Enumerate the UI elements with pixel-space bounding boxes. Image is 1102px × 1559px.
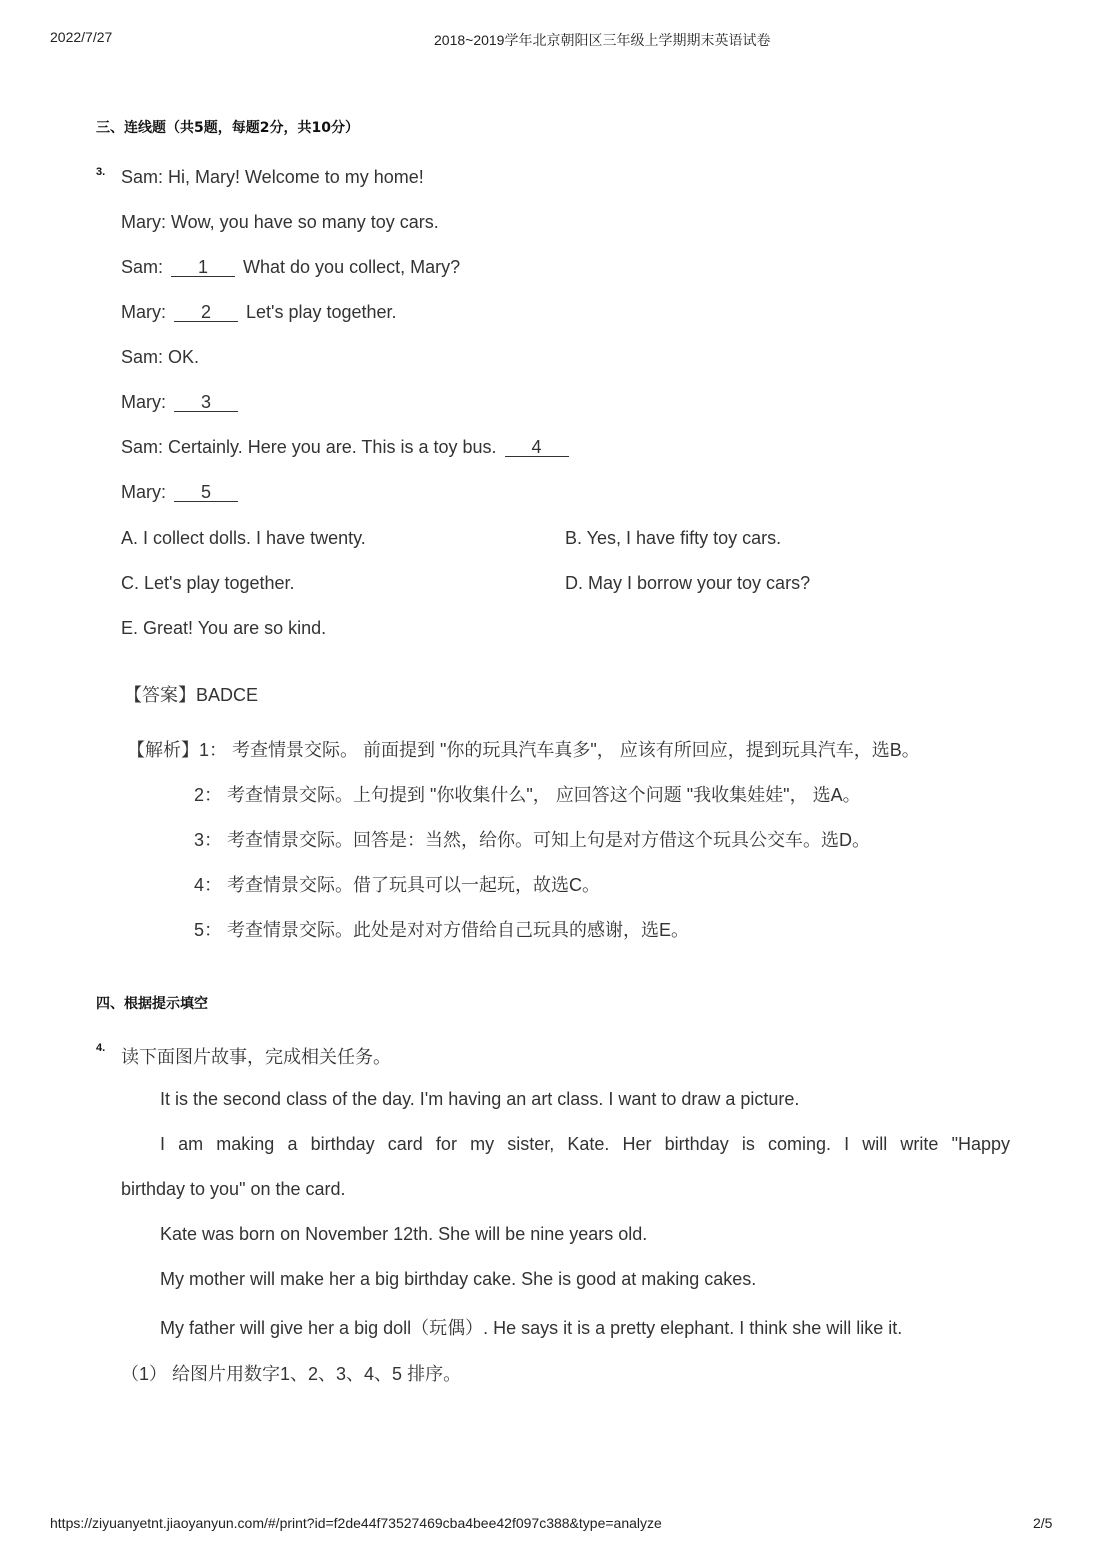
- dialogue-line: Sam: Hi, Mary! Welcome to my home!: [121, 167, 424, 187]
- page-url: https://ziyuanyetnt.jiaoyanyun.com/#/print?id=f2de44f73527469cba4bee42f097c388&type=analyze: [50, 1515, 662, 1531]
- option-e: E. Great! You are so kind.: [121, 618, 327, 638]
- dialogue-text: Sam: Certainly. Here you are. This is a toy bus.: [121, 437, 502, 457]
- page-number: 2/5: [1033, 1515, 1053, 1531]
- answer-label: 【答案】: [124, 685, 196, 705]
- option-b: B. Yes, I have fifty toy cars.: [565, 528, 782, 548]
- document-title: 2018~2019学年北京朝阳区三年级上学期期末英语试卷: [434, 32, 771, 48]
- option-a: A. I collect dolls. I have twenty.: [121, 528, 366, 548]
- speaker: Mary:: [121, 302, 172, 322]
- task-1: （1） 给图片用数字1、2、3、4、5 排序。: [121, 1364, 462, 1384]
- question-number-3: 3.: [96, 166, 106, 178]
- blank-2: 2: [174, 303, 238, 322]
- blank-4: 4: [505, 438, 569, 457]
- analysis-item: 5： 考查情景交际。此处是对对方借给自己玩具的感谢，选E。: [194, 920, 690, 940]
- answer-row: [124, 681, 258, 707]
- dialogue-line: Sam: OK.: [121, 347, 200, 367]
- analysis-label: 【解析】: [127, 740, 199, 760]
- option-c: C. Let's play together.: [121, 573, 295, 593]
- answer-value: BADCE: [196, 685, 259, 705]
- option-d: D. May I borrow your toy cars?: [565, 573, 811, 593]
- dialogue-line-with-blank: [121, 257, 460, 278]
- analysis-item: 2： 考查情景交际。上句提到 "你收集什么"， 应回答这个问题 "我收集娃娃"， 选A。: [194, 785, 861, 805]
- section-four-title: 四、根据提示填空: [96, 996, 208, 1012]
- story-paragraph-4: My mother will make her a big birthday cake. She is good at making cakes.: [160, 1269, 757, 1289]
- dialogue-line-with-blank: [121, 437, 572, 458]
- speaker: Mary:: [121, 392, 172, 412]
- analysis-item: 3： 考查情景交际。回答是：当然，给你。可知上句是对方借这个玩具公交车。选D。: [194, 830, 871, 850]
- print-date: 2022/7/27: [50, 29, 113, 45]
- question-instruction: 读下面图片故事，完成相关任务。: [121, 1047, 391, 1067]
- question-number-4: 4.: [96, 1042, 106, 1054]
- analysis-item: 4： 考查情景交际。借了玩具可以一起玩，故选C。: [194, 875, 601, 895]
- dialogue-line-with-blank: [121, 302, 397, 323]
- story-paragraph-3: Kate was born on November 12th. She will be nine years old.: [160, 1224, 648, 1244]
- dialogue-text: Let's play together.: [241, 302, 397, 322]
- analysis-item: 1： 考查情景交际。 前面提到 "你的玩具汽车真多"， 应该有所回应，提到玩具汽车，选B。: [199, 740, 920, 760]
- dialogue-line: Mary: Wow, you have so many toy cars.: [121, 212, 439, 232]
- dialogue-line-with-blank: [121, 392, 241, 413]
- story-paragraph-2: I am making a birthday card for my sister, Kate. Her birthday is coming. I will write "Happy: [160, 1134, 1010, 1154]
- dialogue-line-with-blank: [121, 482, 241, 503]
- section-three-title: 三、连线题（共5题，每题2分，共10分）: [96, 120, 359, 136]
- story-paragraph-5: My father will give her a big doll（玩偶）. He says it is a pretty elephant. I think she will like it.: [160, 1318, 903, 1338]
- story-paragraph-1: It is the second class of the day. I'm having an art class. I want to draw a picture.: [160, 1089, 800, 1109]
- speaker: Sam:: [121, 257, 169, 277]
- blank-3: 3: [174, 393, 238, 412]
- story-paragraph-2-continued: birthday to you" on the card.: [121, 1179, 346, 1199]
- blank-1: 1: [171, 258, 235, 277]
- speaker: Mary:: [121, 482, 172, 502]
- blank-5: 5: [174, 483, 238, 502]
- dialogue-text: What do you collect, Mary?: [238, 257, 461, 277]
- analysis-row: [127, 736, 920, 762]
